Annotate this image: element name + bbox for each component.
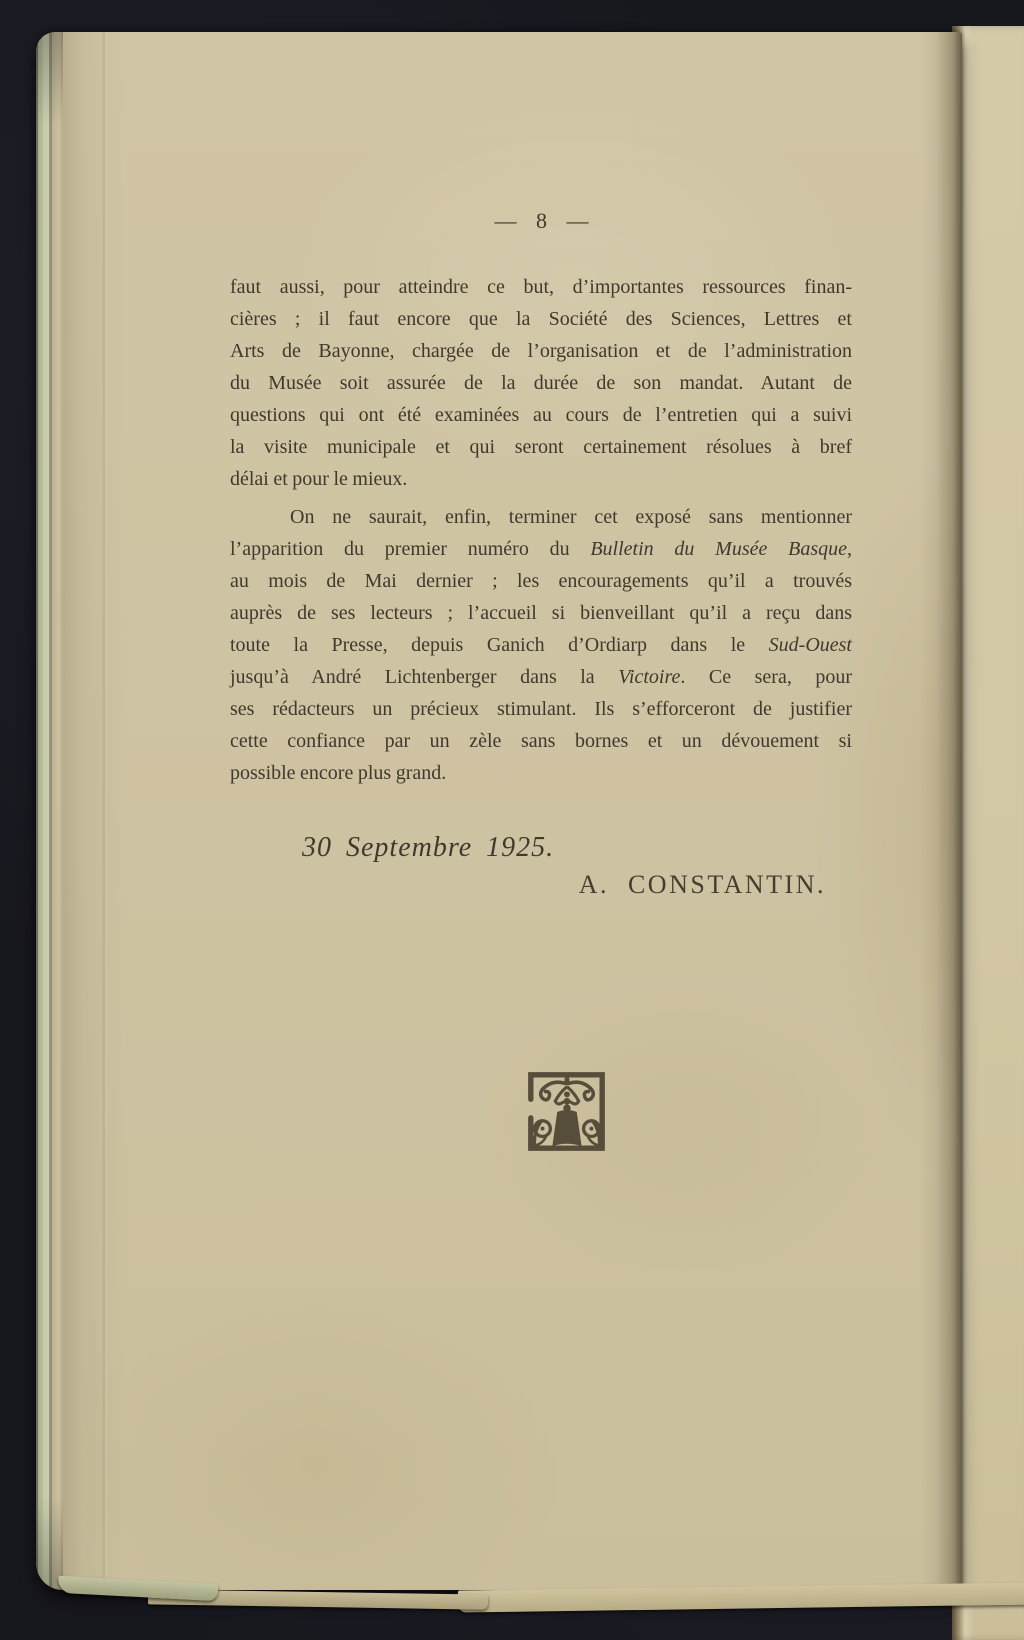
text-line <box>230 565 852 597</box>
left-fold-line <box>102 32 108 1590</box>
page-edge-stack <box>36 32 63 1590</box>
text-line <box>230 629 852 661</box>
line-segment: ses rédacteurs un précieux stimulant. Ils s’efforceront de justifier <box>230 698 852 720</box>
text-line <box>230 335 852 367</box>
line-segment: du Musée soit assurée de la durée de son mandat. Autant de <box>230 372 852 394</box>
closing-paragraph <box>230 501 852 789</box>
adjacent-page-edge <box>952 26 1024 1640</box>
text-line <box>230 303 852 335</box>
book-page-sheet <box>36 32 962 1590</box>
line-segment: cières ; il faut encore que la Société des Sciences, Lettres et <box>230 308 852 330</box>
line-segment: toute la Presse, depuis Ganich d’Ordiarp dans le <box>230 634 769 656</box>
text-line <box>230 661 852 693</box>
gutter-crease <box>936 32 962 1590</box>
text-line <box>230 399 852 431</box>
text-line <box>230 533 852 565</box>
text-line <box>230 725 852 757</box>
text-line <box>230 501 852 533</box>
author-signature: A. CONSTANTIN. <box>578 870 826 899</box>
line-segment: questions qui ont été examinées au cours de l’entretien qui a suivi <box>230 404 852 426</box>
text-line <box>230 367 852 399</box>
text-line <box>230 597 852 629</box>
line-segment: faut aussi, pour atteindre ce but, d’importantes ressources finan- <box>230 276 852 298</box>
line-segment: jusqu’à André Lichtenberger dans la <box>230 666 619 688</box>
line-segment: la visite municipale et qui seront certainement résolues à bref <box>230 436 852 458</box>
text-line <box>230 431 852 463</box>
line-segment: au mois de Mai dernier ; les encouragements qu’il a trouvés <box>230 570 852 592</box>
line-segment: auprès de ses lecteurs ; l’accueil si bienveillant qu’il a reçu dans <box>230 602 852 624</box>
text-line <box>230 271 852 303</box>
line-segment: possible encore plus grand. <box>230 762 447 784</box>
line-segment-italic: Bulletin du Musée Basque <box>590 538 847 560</box>
text-line <box>230 693 852 725</box>
paragraph-continuation <box>230 271 852 495</box>
text-line <box>230 463 852 495</box>
line-segment: , <box>847 538 852 560</box>
line-segment: On ne saurait, enfin, terminer cet exposé sans mentionner <box>290 506 852 528</box>
page-number: — 8 — <box>494 208 590 233</box>
line-segment: Arts de Bayonne, chargée de l’organisation et de l’administration <box>230 340 852 362</box>
line-segment: cette confiance par un zèle sans bornes et un dévouement si <box>230 730 852 752</box>
date-line: 30 Septembre 1925. <box>302 832 555 863</box>
line-segment-italic: Sud-Ouest <box>768 634 852 656</box>
line-segment: délai et pour le mieux. <box>230 468 408 490</box>
line-segment: . Ce sera, pour <box>680 666 852 688</box>
text-line <box>230 757 852 789</box>
printer-ornament-icon <box>522 1067 610 1155</box>
line-segment: l’apparition du premier numéro du <box>230 538 591 560</box>
line-segment-italic: Victoire <box>618 666 681 688</box>
